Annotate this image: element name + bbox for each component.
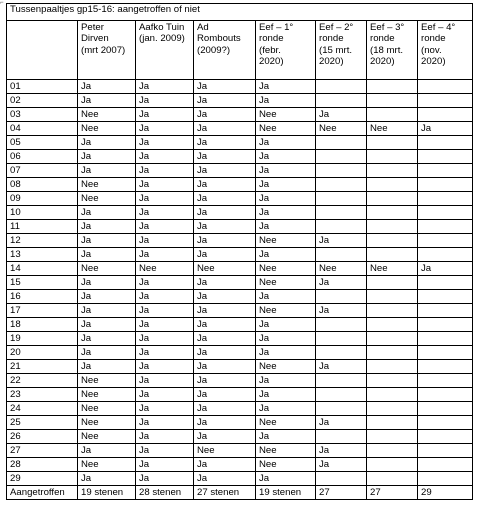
footer-total: 27: [316, 486, 367, 500]
table-cell: Nee: [78, 262, 136, 276]
row-number: 18: [7, 318, 78, 332]
header-cell: [194, 21, 256, 80]
table-cell: Ja: [316, 360, 367, 374]
table-cell: Ja: [136, 444, 194, 458]
table-cell: [367, 248, 418, 262]
table-cell: Ja: [78, 472, 136, 486]
table-cell: [367, 150, 418, 164]
table-cell: Ja: [78, 80, 136, 94]
table-cell: [367, 234, 418, 248]
row-number: 23: [7, 388, 78, 402]
header-cell: [256, 21, 316, 80]
table-cell: [418, 430, 473, 444]
table-cell: [367, 472, 418, 486]
table-cell: [367, 276, 418, 290]
table-cell: Ja: [256, 248, 316, 262]
table-row: [7, 150, 473, 164]
table-cell: Ja: [194, 388, 256, 402]
table-cell: Ja: [78, 318, 136, 332]
footer-total: 27 stenen: [194, 486, 256, 500]
table-cell: Nee: [78, 402, 136, 416]
table-cell: Ja: [136, 332, 194, 346]
table-cell: Ja: [78, 150, 136, 164]
table-cell: Ja: [78, 164, 136, 178]
table-cell: Nee: [367, 262, 418, 276]
table-cell: [367, 136, 418, 150]
footer-row: [7, 486, 473, 500]
row-number: 15: [7, 276, 78, 290]
row-number: 01: [7, 80, 78, 94]
row-number: 21: [7, 360, 78, 374]
row-number: 13: [7, 248, 78, 262]
header-label: Eef – 3° ronde (18 mrt. 2020): [370, 22, 405, 68]
table-cell: Nee: [78, 458, 136, 472]
row-number: 05: [7, 136, 78, 150]
table-cell: [316, 472, 367, 486]
row-number: 08: [7, 178, 78, 192]
header-cell: [78, 21, 136, 80]
table-cell: [316, 332, 367, 346]
table-cell: [316, 150, 367, 164]
table-cell: [316, 206, 367, 220]
table-cell: Ja: [136, 402, 194, 416]
header-label: Aafko Tuin (jan. 2009): [139, 22, 185, 45]
header-cell: [367, 21, 418, 80]
table-cell: Ja: [136, 346, 194, 360]
table-cell: [418, 178, 473, 192]
table-cell: [418, 416, 473, 430]
table-cell: Ja: [136, 220, 194, 234]
table-cell: [367, 374, 418, 388]
table-cell: Ja: [316, 234, 367, 248]
table-cell: Ja: [136, 318, 194, 332]
table-cell: [367, 416, 418, 430]
table-cell: [418, 206, 473, 220]
footer-total: 27: [367, 486, 418, 500]
header-label: Eef – 1° ronde (febr. 2020): [259, 22, 294, 68]
table-cell: [367, 430, 418, 444]
table-cell: Nee: [316, 122, 367, 136]
table-cell: [418, 136, 473, 150]
row-number: 02: [7, 94, 78, 108]
table-cell: Ja: [256, 164, 316, 178]
table-cell: [418, 346, 473, 360]
table-row: [7, 122, 473, 136]
table-cell: Ja: [194, 248, 256, 262]
table-cell: Nee: [78, 122, 136, 136]
table-cell: [316, 388, 367, 402]
footer-total: 19 stenen: [78, 486, 136, 500]
row-number: 28: [7, 458, 78, 472]
table-cell: Ja: [256, 388, 316, 402]
row-number: 14: [7, 262, 78, 276]
table-cell: Ja: [136, 472, 194, 486]
table-cell: Ja: [136, 276, 194, 290]
table-cell: [367, 360, 418, 374]
table-cell: Ja: [194, 472, 256, 486]
table-cell: Ja: [316, 276, 367, 290]
table-cell: Nee: [256, 416, 316, 430]
table-cell: Nee: [256, 108, 316, 122]
table-cell: Nee: [78, 374, 136, 388]
table-cell: [367, 206, 418, 220]
table-cell: Ja: [78, 248, 136, 262]
table-cell: Nee: [367, 122, 418, 136]
row-number: 22: [7, 374, 78, 388]
table-cell: Ja: [256, 318, 316, 332]
table-cell: Ja: [136, 388, 194, 402]
table-cell: Ja: [136, 430, 194, 444]
table-cell: [418, 220, 473, 234]
table-cell: Ja: [136, 108, 194, 122]
table-row: [7, 388, 473, 402]
table-row: [7, 290, 473, 304]
table-cell: Ja: [316, 416, 367, 430]
table-cell: Ja: [194, 304, 256, 318]
table-cell: [316, 318, 367, 332]
row-number: 04: [7, 122, 78, 136]
header-label: Eef – 4° ronde (nov. 2020): [421, 22, 456, 68]
table-row: [7, 346, 473, 360]
header-label: Peter Dirven (mrt 2007): [81, 22, 126, 56]
table-cell: Nee: [316, 262, 367, 276]
table-cell: Ja: [136, 192, 194, 206]
table-cell: Ja: [194, 150, 256, 164]
table-cell: Ja: [136, 206, 194, 220]
header-label: Ad Rombouts (2009?): [197, 22, 241, 56]
table-cell: Nee: [256, 444, 316, 458]
table-cell: Ja: [194, 360, 256, 374]
table-row: [7, 206, 473, 220]
row-number: 12: [7, 234, 78, 248]
row-number: 19: [7, 332, 78, 346]
table-cell: [367, 304, 418, 318]
table-cell: [418, 458, 473, 472]
table-cell: [367, 388, 418, 402]
table-cell: Ja: [136, 164, 194, 178]
table-row: [7, 248, 473, 262]
table-cell: [418, 472, 473, 486]
table-cell: [316, 192, 367, 206]
header-row: [7, 21, 473, 80]
table-cell: Ja: [136, 416, 194, 430]
table-cell: Nee: [256, 304, 316, 318]
table-cell: Ja: [136, 304, 194, 318]
table-cell: Ja: [194, 458, 256, 472]
table-cell: Ja: [256, 332, 316, 346]
table-cell: [367, 94, 418, 108]
row-number: 16: [7, 290, 78, 304]
table-cell: [418, 94, 473, 108]
table-cell: Ja: [78, 304, 136, 318]
table-cell: Ja: [256, 220, 316, 234]
table-cell: Ja: [194, 136, 256, 150]
table-cell: Nee: [256, 234, 316, 248]
table-cell: Ja: [256, 206, 316, 220]
row-number: 11: [7, 220, 78, 234]
table-cell: [367, 108, 418, 122]
table-cell: Ja: [194, 220, 256, 234]
table-row: [7, 332, 473, 346]
table-cell: Nee: [136, 262, 194, 276]
table-cell: Ja: [136, 178, 194, 192]
table-cell: Ja: [136, 150, 194, 164]
table-cell: [418, 360, 473, 374]
table-cell: Nee: [256, 458, 316, 472]
table-cell: [316, 80, 367, 94]
table-row: [7, 374, 473, 388]
table-cell: Ja: [194, 122, 256, 136]
table-cell: Ja: [78, 290, 136, 304]
table-cell: Ja: [78, 360, 136, 374]
table-cell: Ja: [194, 318, 256, 332]
table-cell: [418, 80, 473, 94]
table-row: [7, 80, 473, 94]
table-row: [7, 94, 473, 108]
table-cell: Ja: [78, 346, 136, 360]
table-cell: Nee: [78, 192, 136, 206]
table-cell: Ja: [256, 150, 316, 164]
table-cell: [418, 444, 473, 458]
header-cell: [418, 21, 473, 80]
row-number: 24: [7, 402, 78, 416]
table-row: [7, 430, 473, 444]
table-cell: Ja: [194, 94, 256, 108]
table-row: [7, 192, 473, 206]
table-cell: Ja: [78, 94, 136, 108]
table-cell: Ja: [256, 346, 316, 360]
table-cell: [418, 276, 473, 290]
table-cell: Ja: [194, 332, 256, 346]
row-number: 03: [7, 108, 78, 122]
row-number: 06: [7, 150, 78, 164]
table-cell: Ja: [194, 416, 256, 430]
table-cell: Nee: [78, 108, 136, 122]
table-cell: Ja: [316, 444, 367, 458]
table-cell: [418, 248, 473, 262]
table-cell: [418, 164, 473, 178]
table-cell: Ja: [78, 136, 136, 150]
table-cell: [418, 388, 473, 402]
table-row: [7, 416, 473, 430]
table-cell: Ja: [256, 178, 316, 192]
table-cell: [316, 94, 367, 108]
table-row: [7, 276, 473, 290]
table-cell: Ja: [316, 458, 367, 472]
table-cell: Nee: [256, 262, 316, 276]
table-row: [7, 318, 473, 332]
table-cell: Nee: [78, 430, 136, 444]
table-cell: Ja: [194, 290, 256, 304]
table-cell: [418, 374, 473, 388]
table-cell: [316, 430, 367, 444]
table-cell: Ja: [136, 122, 194, 136]
table-cell: Ja: [256, 472, 316, 486]
table-cell: [316, 164, 367, 178]
table-cell: Nee: [256, 122, 316, 136]
table-cell: Ja: [78, 206, 136, 220]
table-row: [7, 178, 473, 192]
table-cell: [418, 318, 473, 332]
table-cell: Ja: [316, 108, 367, 122]
table-cell: Ja: [418, 122, 473, 136]
table-cell: [418, 150, 473, 164]
table-cell: [316, 374, 367, 388]
table-cell: Ja: [194, 80, 256, 94]
table-cell: Ja: [78, 220, 136, 234]
table-row: [7, 360, 473, 374]
table-cell: [367, 178, 418, 192]
table-cell: [418, 402, 473, 416]
table-row: [7, 136, 473, 150]
row-number: 27: [7, 444, 78, 458]
table-cell: [367, 402, 418, 416]
table-cell: Ja: [194, 276, 256, 290]
table-cell: Ja: [194, 108, 256, 122]
table-cell: Ja: [256, 290, 316, 304]
row-number: 09: [7, 192, 78, 206]
table-row: [7, 458, 473, 472]
table-cell: Ja: [256, 136, 316, 150]
table-cell: [367, 332, 418, 346]
table-title: Tussenpaaltjes gp15-16: aangetroffen of niet: [7, 4, 473, 21]
table-cell: Ja: [136, 94, 194, 108]
table-cell: [316, 346, 367, 360]
table-row: [7, 304, 473, 318]
table-cell: [367, 444, 418, 458]
table-cell: Ja: [256, 94, 316, 108]
table-cell: [367, 458, 418, 472]
table-cell: Ja: [78, 276, 136, 290]
footer-label: Aangetroffen: [7, 486, 78, 500]
table-cell: [418, 332, 473, 346]
table-cell: Ja: [256, 430, 316, 444]
table-cell: Ja: [194, 402, 256, 416]
header-cell-empty: [7, 21, 78, 80]
table-cell: Ja: [194, 164, 256, 178]
table-cell: Ja: [136, 248, 194, 262]
table-cell: Ja: [78, 332, 136, 346]
table-cell: Ja: [136, 80, 194, 94]
table-cell: Ja: [136, 360, 194, 374]
table-cell: Nee: [78, 178, 136, 192]
table-row: [7, 402, 473, 416]
table-cell: Ja: [194, 178, 256, 192]
table-cell: Ja: [256, 80, 316, 94]
table-cell: Ja: [136, 374, 194, 388]
table-cell: [418, 108, 473, 122]
table-cell: [418, 234, 473, 248]
table-cell: [367, 318, 418, 332]
row-number: 10: [7, 206, 78, 220]
table-cell: Nee: [256, 276, 316, 290]
results-table: [6, 3, 473, 500]
row-number: 29: [7, 472, 78, 486]
row-number: 07: [7, 164, 78, 178]
table-cell: Ja: [194, 206, 256, 220]
header-cell: [316, 21, 367, 80]
table-cell: [316, 248, 367, 262]
table-cell: [316, 402, 367, 416]
table-cell: [367, 290, 418, 304]
table-row: [7, 108, 473, 122]
table-cell: Ja: [78, 444, 136, 458]
table-row: [7, 164, 473, 178]
table-cell: [367, 192, 418, 206]
table-cell: Nee: [78, 388, 136, 402]
table-cell: Ja: [194, 192, 256, 206]
header-label: Eef – 2° ronde (15 mrt. 2020): [319, 22, 354, 68]
table-cell: [316, 178, 367, 192]
footer-total: 28 stenen: [136, 486, 194, 500]
row-number: 26: [7, 430, 78, 444]
footer-total: 19 stenen: [256, 486, 316, 500]
table-row: [7, 234, 473, 248]
table-cell: [418, 304, 473, 318]
table-row: [7, 472, 473, 486]
table-cell: [367, 346, 418, 360]
table-cell: Ja: [136, 458, 194, 472]
table-cell: Nee: [194, 444, 256, 458]
row-number: 17: [7, 304, 78, 318]
table-row: [7, 444, 473, 458]
table-cell: [367, 80, 418, 94]
table-cell: [316, 220, 367, 234]
table-cell: Ja: [136, 290, 194, 304]
row-number: 25: [7, 416, 78, 430]
table-cell: [316, 136, 367, 150]
table-row: [7, 220, 473, 234]
table-cell: Ja: [194, 234, 256, 248]
table-row: [7, 262, 473, 276]
header-cell: [136, 21, 194, 80]
row-number: 20: [7, 346, 78, 360]
table-cell: Ja: [316, 304, 367, 318]
table-cell: [316, 290, 367, 304]
table-cell: [418, 290, 473, 304]
table-cell: Ja: [136, 136, 194, 150]
table-cell: Nee: [194, 262, 256, 276]
footer-total: 29: [418, 486, 473, 500]
corner-mark: ⌐: [0, 0, 4, 6]
table-cell: Nee: [78, 416, 136, 430]
table-cell: Ja: [136, 234, 194, 248]
table-cell: Ja: [418, 262, 473, 276]
table-cell: Ja: [194, 374, 256, 388]
table-cell: Ja: [194, 430, 256, 444]
table-cell: Ja: [78, 234, 136, 248]
table-cell: [418, 192, 473, 206]
table-cell: Ja: [256, 402, 316, 416]
table-cell: Nee: [256, 360, 316, 374]
table-cell: [367, 164, 418, 178]
table-cell: Ja: [256, 192, 316, 206]
table-cell: Ja: [194, 346, 256, 360]
table-cell: Ja: [256, 374, 316, 388]
table-cell: [367, 220, 418, 234]
